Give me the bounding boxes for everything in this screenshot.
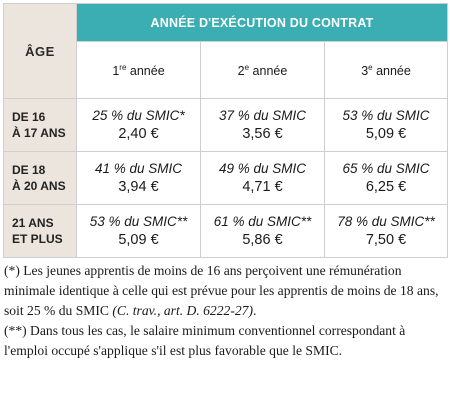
age-label: 21 ANS ET PLUS [4,205,77,258]
age-label: DE 16 À 17 ANS [4,99,77,152]
age-column-header: ÂGE [4,4,77,99]
salary-cell: 53 % du SMIC** 5,09 € [77,205,201,258]
salary-cell: 25 % du SMIC* 2,40 € [77,99,201,152]
year-header-2: 2e année [201,42,325,99]
year-header-1: 1re année [77,42,201,99]
table-row [4,152,448,205]
salary-cell: 41 % du SMIC 3,94 € [77,152,201,205]
legal-reference: (C. trav., art. D. 6222-27) [112,303,253,318]
age-label: DE 18 À 20 ANS [4,152,77,205]
footnote-2: (**) Dans tous les cas, le salaire minimum conventionnel correspondant à l'emploi occupé s'applique s'il est plus favorable que le SMIC. [4,323,406,358]
table-row [4,99,448,152]
year-header-3: 3e année [325,42,448,99]
salary-cell: 53 % du SMIC 5,09 € [325,99,448,152]
salary-cell: 61 % du SMIC** 5,86 € [201,205,325,258]
apprentice-salary-table [3,3,448,258]
table-row [4,205,448,258]
salary-cell: 37 % du SMIC 3,56 € [201,99,325,152]
salary-cell: 49 % du SMIC 4,71 € [201,152,325,205]
salary-cell: 78 % du SMIC** 7,50 € [325,205,448,258]
salary-cell: 65 % du SMIC 6,25 € [325,152,448,205]
footnotes [4,261,446,361]
footnote-1: (*) Les jeunes apprentis de moins de 16 ans perçoivent une rémunération minimale identique à celle qui est prévue pour les apprentis de moins de 18 ans, soit 25 % du SMIC (C. trav., art. D. 6222-27). [4,263,439,318]
contract-year-header: ANNÉE D'EXÉCUTION DU CONTRAT [77,4,448,42]
